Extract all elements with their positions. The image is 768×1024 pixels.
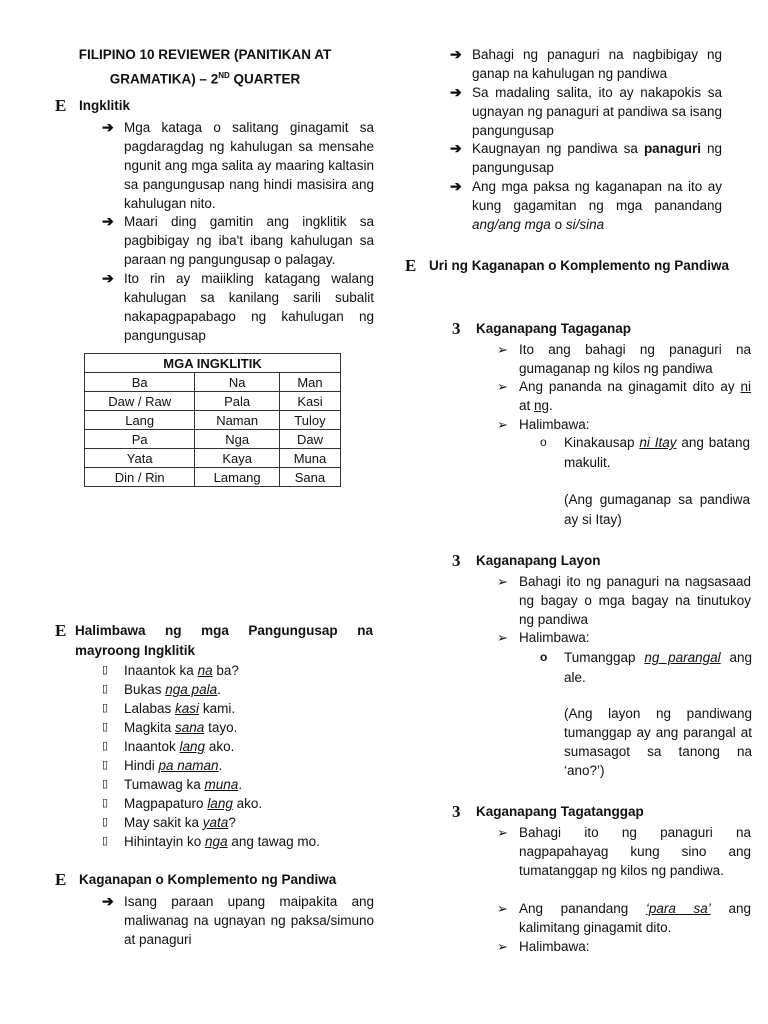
subsection-layon — [452, 551, 742, 571]
box-bullet-icon: ▯ — [102, 835, 109, 847]
section-marker-icon: E — [55, 621, 67, 640]
chevron-bullet-icon: ➢ — [497, 939, 508, 954]
bullet-item: ➢ Ang pananda na ginagamit dito ay ni at ng. — [497, 379, 751, 413]
bullet-item: ➢ Halimbawa: — [497, 417, 590, 432]
section-heading: Halimbawa ng mga Pangungusap na mayroong Ingklitik — [74, 623, 373, 658]
title-line-2: GRAMATIKA) – 2ND QUARTER — [109, 71, 301, 87]
page-title — [65, 44, 345, 90]
section-heading: Kaganapan o Komplemento ng Pandiwa — [79, 872, 337, 887]
subsection-marker-icon: 3 — [452, 319, 461, 338]
list-item: ▯ Bukas nga pala. — [102, 682, 221, 697]
section-heading: Ingklitik — [79, 98, 131, 113]
section-ingklitik — [55, 96, 375, 116]
arrow-bullet-icon: ➔ — [450, 140, 462, 156]
table-row: Din / Rin Lamang Sana — [85, 468, 341, 487]
section-kaganapan — [55, 870, 373, 890]
table-row: Daw / Raw Pala Kasi — [85, 392, 341, 411]
subsection-heading: Kaganapang Layon — [476, 553, 601, 568]
box-bullet-icon: ▯ — [102, 759, 109, 771]
section-marker-icon: E — [405, 256, 417, 275]
list-item: ▯ May sakit ka yata? — [102, 815, 236, 830]
list-item: ▯ Tumawag ka muna. — [102, 777, 243, 792]
box-bullet-icon: ▯ — [102, 683, 109, 695]
bullet-item: ➢ Halimbawa: — [497, 630, 590, 645]
chevron-bullet-icon: ➢ — [497, 825, 508, 840]
arrow-bullet-icon: ➔ — [102, 213, 114, 229]
bullet-item: ➔ Bahagi ng panaguri na nagbibigay ng ganap na kahulugan ng pandiwa — [450, 46, 722, 81]
bullet-item — [102, 269, 374, 345]
example-list — [102, 661, 372, 851]
chevron-bullet-icon: ➢ — [497, 342, 508, 357]
chevron-bullet-icon: ➢ — [497, 901, 508, 916]
list-item: ▯ Inaantok ka na ba? — [102, 663, 239, 678]
table-row: Pa Nga Daw — [85, 430, 341, 449]
arrow-bullet-icon: ➔ — [450, 84, 462, 100]
subsection-tagaganap — [452, 319, 742, 339]
bullet-item: ➢ Ang panandang ‘para sa’ ang kalimitang ginagamit dito. — [497, 901, 751, 935]
bullet-item: ➢ Ito ang bahagi ng panaguri na gumaganap ng kilos ng pandiwa — [497, 342, 751, 376]
section-halimbawa — [55, 621, 373, 661]
list-item: ▯ Inaantok lang ako. — [102, 739, 235, 754]
list-item: ▯ Magkita sana tayo. — [102, 720, 238, 735]
box-bullet-icon: ▯ — [102, 740, 109, 752]
bullet-text: Mga kataga o salitang ginagamit sa pagdaragdag ng kahulugan sa mensahe ngunit ang mga salita ay maaring kaltasin sa pangungusap nang hindi masisira ang kahulugan nito. — [124, 120, 374, 211]
subsection-tagatanggap — [452, 802, 742, 822]
bullet-item — [102, 212, 374, 269]
chevron-bullet-icon: ➢ — [497, 630, 508, 645]
list-item: ▯ Lalabas kasi kami. — [102, 701, 236, 716]
section-heading: Uri ng Kaganapan o Komplemento ng Pandiwa — [429, 258, 730, 273]
title-line-1: FILIPINO 10 REVIEWER (PANITIKAN AT — [78, 47, 332, 62]
example-note: (Ang layon ng pandiwang tumanggap ay ang parangal at sumasagot sa tanong na ‘ano?’) — [564, 706, 752, 778]
arrow-bullet-icon: ➔ — [450, 178, 462, 194]
box-bullet-icon: ▯ — [102, 664, 109, 676]
box-bullet-icon: ▯ — [102, 778, 109, 790]
bullet-item: ➢ Bahagi ito ng panaguri na nagsasaad ng bagay o mga bagay na tinutukoy ng pandiwa — [497, 574, 751, 627]
example-item: o Kinakausap ni Itay ang batang makulit. — [540, 435, 750, 470]
chevron-bullet-icon: ➢ — [497, 417, 508, 432]
section-marker-icon: E — [55, 870, 67, 889]
bullet-item: ➢ Halimbawa: — [497, 939, 590, 954]
title-superscript: ND — [218, 71, 230, 80]
example-note: (Ang gumaganap sa pandiwa ay si Itay) — [564, 492, 750, 527]
table-row: Ba Na Man — [85, 373, 341, 392]
subsection-heading: Kaganapang Tagatanggap — [476, 804, 644, 819]
table-row: Lang Naman Tuloy — [85, 411, 341, 430]
bullet-item: ➔ Sa madaling salita, ito ay nakapokis sa ugnayan ng panaguri at pandiwa sa isang pangungusap — [450, 84, 722, 138]
box-bullet-icon: ▯ — [102, 721, 109, 733]
bullet-item: ➔ Ang mga paksa ng kaganapan na ito ay kung gagamitan ng mga panandang ang/ang mga o si/sina — [450, 178, 722, 232]
bullet-item — [102, 892, 374, 949]
section-marker-icon: E — [55, 96, 67, 115]
arrow-bullet-icon: ➔ — [102, 893, 114, 909]
section-uri — [405, 256, 751, 276]
circle-bullet-icon: o — [540, 650, 548, 664]
ingklitik-table — [84, 353, 341, 487]
bullet-text: Ito rin ay maiikling katagang walang kahulugan sa kanilang sarili subalit nakapagpapabago ng kahulugan ng pangungusap — [124, 271, 374, 343]
circle-bullet-icon: o — [540, 435, 547, 449]
list-item: ▯ Magpapaturo lang ako. — [102, 796, 263, 811]
bullet-item — [102, 118, 374, 213]
arrow-bullet-icon: ➔ — [102, 270, 114, 286]
box-bullet-icon: ▯ — [102, 816, 109, 828]
box-bullet-icon: ▯ — [102, 702, 109, 714]
chevron-bullet-icon: ➢ — [497, 379, 508, 394]
box-bullet-icon: ▯ — [102, 797, 109, 809]
arrow-bullet-icon: ➔ — [450, 46, 462, 62]
list-item: ▯ Hindi pa naman. — [102, 758, 223, 773]
chevron-bullet-icon: ➢ — [497, 574, 508, 589]
bullet-text: Maari ding gamitin ang ingklitik sa pagbibigay ng iba't ibang kahulugan sa paraan ng pangungusap o palagay. — [124, 214, 374, 267]
example-item: o Tumanggap ng parangal ang ale. — [540, 650, 752, 685]
list-item: ▯ Hihintayin ko nga ang tawag mo. — [102, 834, 320, 849]
subsection-marker-icon: 3 — [452, 802, 461, 821]
bullet-item: ➢ Bahagi ito ng panaguri na nagpapahayag kung sino ang tumatanggap ng kilos ng pandiwa. — [497, 825, 751, 878]
subsection-heading: Kaganapang Tagaganap — [476, 321, 632, 336]
subsection-marker-icon: 3 — [452, 551, 461, 570]
bullet-text: Isang paraan upang maipakita ang maliwanag na ugnayan ng paksa/simuno at panaguri — [124, 894, 374, 947]
table-row: Yata Kaya Muna — [85, 449, 341, 468]
arrow-bullet-icon: ➔ — [102, 119, 114, 135]
table-header: MGA INGKLITIK — [85, 354, 341, 373]
bullet-item: ➔ Kaugnayan ng pandiwa sa panaguri ng pangungusap — [450, 140, 722, 175]
